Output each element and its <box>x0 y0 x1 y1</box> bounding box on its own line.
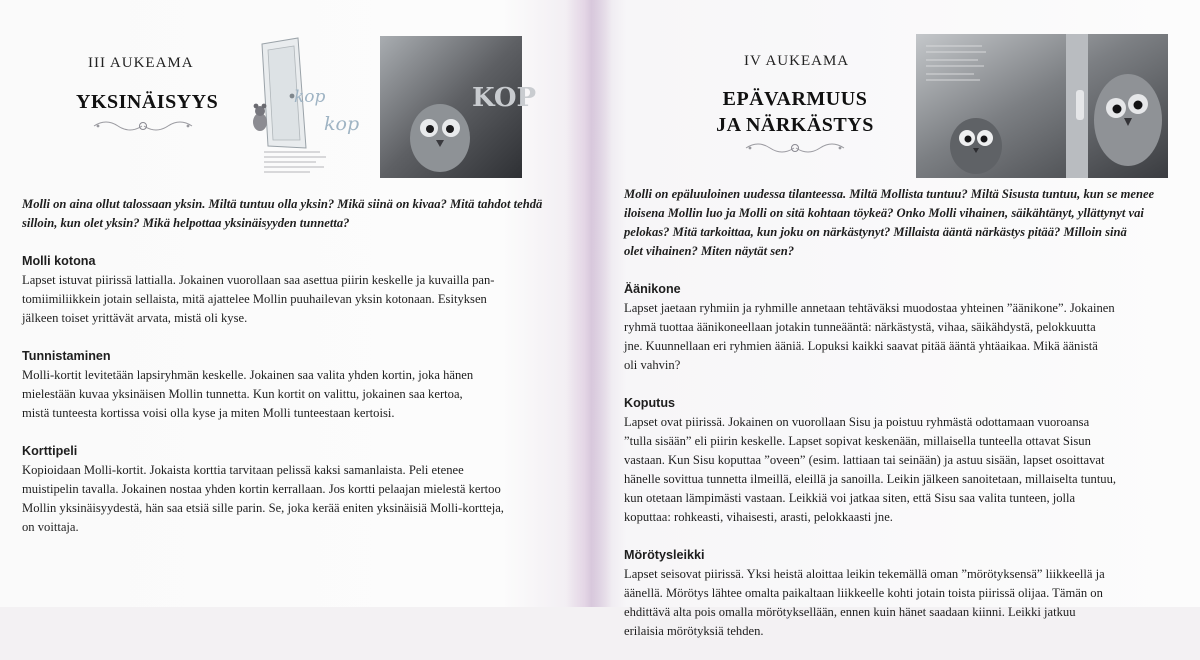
block-line: mielestään kuvaa yksinäisen Mollin tunnetta. Kun kortit on valittu, jokainen saa kertoa, <box>22 387 463 401</box>
right-block-koputus <box>624 394 1184 527</box>
owl-character-icon <box>410 104 470 172</box>
section-title-epavarmuus <box>710 86 880 138</box>
title-line: EPÄVARMUUS <box>722 88 868 110</box>
right-page <box>590 0 1200 638</box>
book-gutter <box>566 0 612 607</box>
block-line: mistä tunteesta kortissa voisi olla kyse ja miten Molli tunteestaan kertoisi. <box>22 406 395 420</box>
small-owl-character-icon <box>950 118 1002 174</box>
left-intro <box>22 195 562 233</box>
illustration-door-knock <box>246 36 537 178</box>
section-label-iv: IV AUKEAMA <box>744 53 850 69</box>
block-line: Molli-kortit levitetään lapsiryhmän keskelle. Jokainen saa valita yhden kortin, joka hänen <box>22 368 474 382</box>
block-line: on voittaja. <box>22 520 79 534</box>
block-line: Lapset istuvat piirissä lattialla. Jokainen vuorollaan saa asettua piirin keskelle ja kuvailla pan- <box>22 273 495 287</box>
block-heading: Koputus <box>624 396 676 410</box>
left-intro-line: Molli on aina ollut talossaan yksin. Miltä tuntuu olla yksin? Mikä siinä on kivaa? Mitä tahdot tehdä <box>22 197 543 211</box>
block-line: Lapset seisovat piirissä. Yksi heistä aloittaa leikin tekemällä oman ”mörötyksensä” liikkeellä ja <box>624 567 1105 581</box>
sound-word-kop-3: KOP <box>472 83 537 113</box>
block-heading: Korttipeli <box>22 444 78 458</box>
left-block-tunnistaminen <box>22 347 562 423</box>
owl-character-icon <box>1094 74 1162 166</box>
left-block-molli-kotona <box>22 252 562 328</box>
right-intro-line: Molli on epäluuloinen uudessa tilanteessa. Miltä Mollista tuntuu? Miltä Sisusta tuntuu, kun se menee <box>624 187 1155 201</box>
block-heading: Äänikone <box>624 282 681 296</box>
block-line: Lapset ovat piirissä. Jokainen on vuorollaan Sisu ja poistuu ryhmästä odottamaan vuoroansa <box>624 415 1090 429</box>
block-line: äänellä. Mörötys lähtee omalta paikaltaan liikkeelle kohti jotain toista piirissä olijaa. Tämän on <box>624 586 1103 600</box>
block-line: kun otetaan lämpimästi vastaan. Leikkiä voi jatkaa siten, että Sisu saa valita tunteen, jolla <box>624 491 1076 505</box>
text-lines-placeholder-icon <box>264 152 326 172</box>
block-heading: Molli kotona <box>22 254 96 268</box>
illustration-owls-at-door <box>916 34 1168 178</box>
block-line: ryhmä tuottaa äänikoneellaan jotakin tunneääntä: närkästystä, vihaa, säikähdystä, pelokkuutta <box>624 320 1096 334</box>
flourish-ornament-icon <box>88 116 198 136</box>
right-block-aanikone <box>624 280 1184 375</box>
block-heading: Tunnistaminen <box>22 349 111 363</box>
block-line: Mollin yksinäisyydestä, hän saa etsiä sille parin. Se, joka kerää eniten yksinäisiä Molli-kortteja, <box>22 501 504 515</box>
left-body <box>22 195 562 556</box>
sound-word-kop-1: kop <box>294 87 326 107</box>
mouse-character-icon <box>253 104 267 131</box>
right-body <box>624 185 1184 660</box>
block-line: hänelle sovittua tunnetta ilmeillä, eleillä ja sanoilla. Leikin jälkeen sanoitetaan, millaiselta tuntuu, <box>624 472 1117 486</box>
flourish-ornament-icon <box>740 138 850 158</box>
right-intro-line: iloisena Mollin luo ja Molli on sitä kohtaan töykeä? Onko Molli vihainen, säikähtänyt, yllättynyt vai <box>624 206 1144 220</box>
block-line: erilaisia mörötyksiä tehden. <box>624 624 764 638</box>
right-intro <box>624 185 1184 261</box>
block-line: jälkeen toiset yrittävät arvata, mistä oli kyse. <box>22 311 248 325</box>
left-page <box>0 0 590 607</box>
section-label-iii: III AUKEAMA <box>88 55 194 71</box>
block-line: jne. Kuunnellaan eri ryhmien ääniä. Lopuksi kaikki saavat pitää ääntä yhtäaikaa. Mikä äänistä <box>624 339 1098 353</box>
block-line: ehdittävä alta pois omalla mörötyksellään, ennen kuin hänet saadaan kiinni. Leikki jatkuu <box>624 605 1076 619</box>
block-line: Lapset jaetaan ryhmiin ja ryhmille annetaan tehtäväksi muodostaa yhteinen ”äänikone”. Jokainen <box>624 301 1115 315</box>
block-line: vastaan. Kun Sisu koputtaa ”oveen” (esim. lattiaan tai seinään) ja astuu sisään, lapset osoittavat <box>624 453 1105 467</box>
right-intro-line: olet vihainen? Miten näytät sen? <box>624 244 795 258</box>
right-intro-line: pelokas? Mitä tarkoittaa, kun joku on närkästynyt? Millaista ääntä närkästys pitää? Milloin sinä <box>624 225 1127 239</box>
door-icon <box>1066 34 1088 178</box>
sound-word-kop-2: kop <box>324 113 360 135</box>
block-heading: Mörötysleikki <box>624 548 705 562</box>
block-line: muistipelin tavalla. Jokainen nostaa yhden kortin kerrallaan. Jos kortti pelaajan mielestä kertoo <box>22 482 501 496</box>
title-line: JA NÄRKÄSTYS <box>716 114 874 136</box>
block-line: ”tulla sisään” eli piirin keskelle. Lapset sopivat keskenään, millaisella tunteella ottavat Sisun <box>624 434 1091 448</box>
left-intro-line: silloin, kun olet yksin? Mikä helpottaa yksinäisyyden tunnetta? <box>22 216 350 230</box>
block-line: tomiimiliikkein jotain sellaista, mitä ajattelee Mollin puuhailevan yksin kotonaan. Esityksen <box>22 292 487 306</box>
section-title-yksinaisyys: YKSINÄISYYS <box>76 91 219 113</box>
block-line: oli vahvin? <box>624 358 681 372</box>
right-block-morotysleikki <box>624 546 1184 641</box>
block-line: koputtaa: rohkeasti, vihaisesti, arasti, pelokkaasti jne. <box>624 510 893 524</box>
left-block-korttipeli <box>22 442 562 537</box>
block-line: Kopioidaan Molli-kortit. Jokaista korttia tarvitaan pelissä kaksi samanlaista. Peli etenee <box>22 463 464 477</box>
